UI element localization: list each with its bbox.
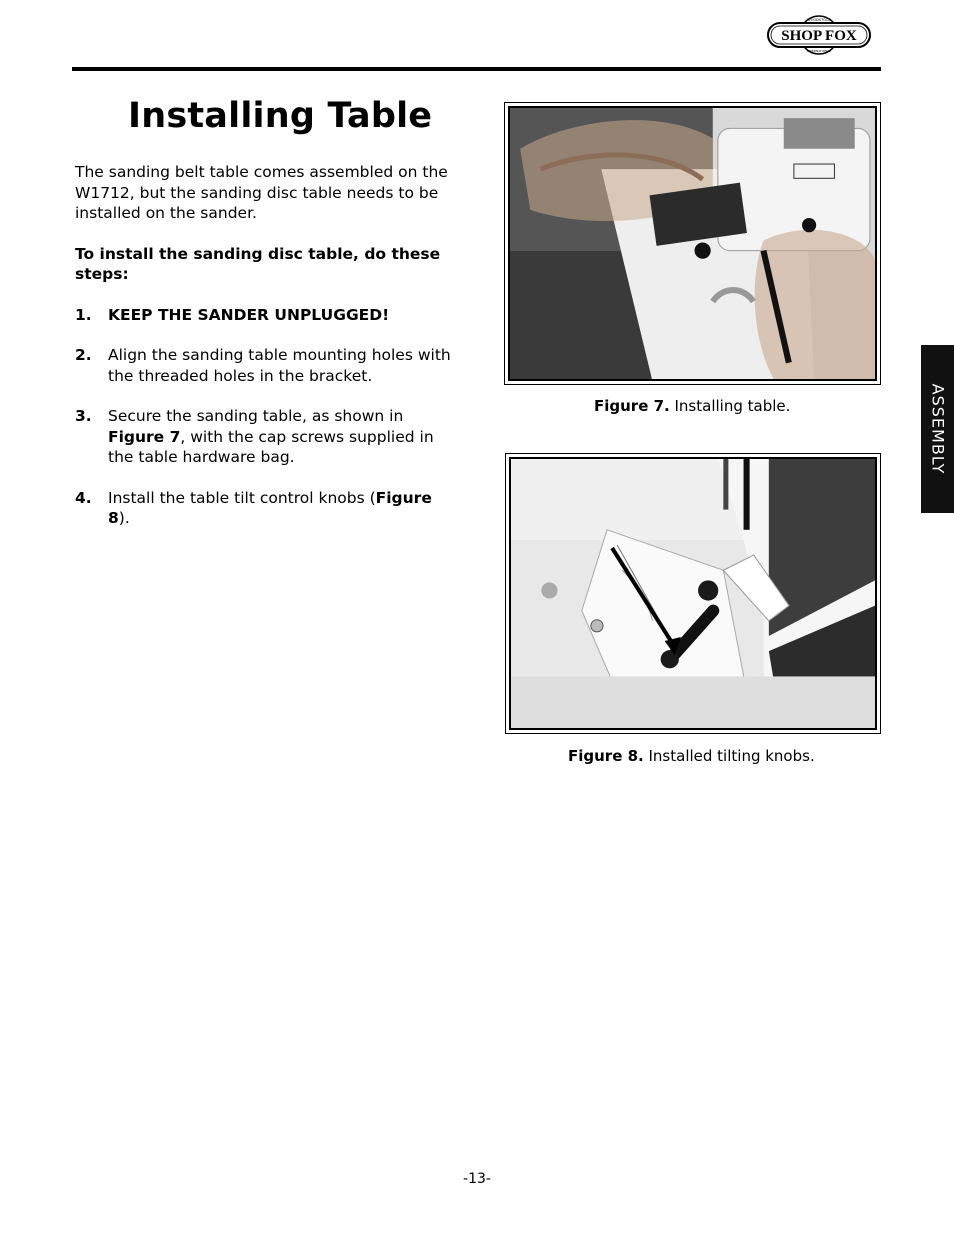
page-title: Installing Table [128, 96, 433, 136]
step-text: KEEP THE SANDER UNPLUGGED! [108, 305, 390, 324]
figure-7-caption [594, 397, 790, 415]
instructions-column [75, 162, 455, 549]
caption-text: Installing table. [669, 397, 791, 415]
step-item [75, 488, 455, 529]
step-text [108, 406, 455, 468]
figure-reference: Figure 7 [108, 427, 181, 446]
page-number: -13- [463, 1171, 491, 1187]
step-number: 1. [75, 305, 92, 324]
header-rule [72, 67, 881, 71]
figure-8-caption [568, 747, 815, 765]
intro-paragraph: The sanding belt table comes assembled on the W1712, but the sanding disc table needs to be installed on the sander. [75, 163, 448, 222]
step-item [75, 345, 455, 386]
caption-text: Installed tilting knobs. [643, 747, 815, 765]
logo-text: SHOP FOX [781, 28, 857, 44]
step-number: 2. [75, 346, 92, 364]
step-text-part: , with the cap screws supplied in the table hardware bag. [108, 427, 434, 466]
shop-fox-logo [766, 14, 872, 56]
logo-small-bottom: INTERNATIONAL [806, 49, 832, 53]
figure-7-photo [510, 108, 875, 379]
section-tab [921, 345, 954, 513]
step-text: Align the sanding table mounting holes with the threaded holes in the bracket. [108, 346, 451, 385]
figure-8-frame [505, 453, 881, 734]
logo-small-top: WOODSTOCK [807, 18, 831, 22]
step-text [108, 488, 455, 529]
step-number: 3. [75, 407, 92, 425]
step-text-part: ). [118, 509, 130, 527]
logo-graphic [766, 14, 872, 56]
figure-label: Figure 7. [594, 397, 670, 415]
step-item [75, 406, 455, 468]
step-text-part: Secure the sanding table, as shown in [108, 407, 404, 425]
figure-8-photo [511, 459, 875, 728]
section-tab-label: ASSEMBLY [928, 383, 947, 475]
figure-reference: Figure 8 [108, 488, 432, 527]
figure-label: Figure 8. [568, 747, 644, 765]
steps-heading: To install the sanding disc table, do these steps: [75, 244, 441, 283]
step-number: 4. [75, 488, 92, 507]
step-item [75, 305, 455, 326]
step-text-part: Install the table tilt control knobs ( [108, 488, 376, 507]
figure-7-frame [504, 102, 881, 385]
